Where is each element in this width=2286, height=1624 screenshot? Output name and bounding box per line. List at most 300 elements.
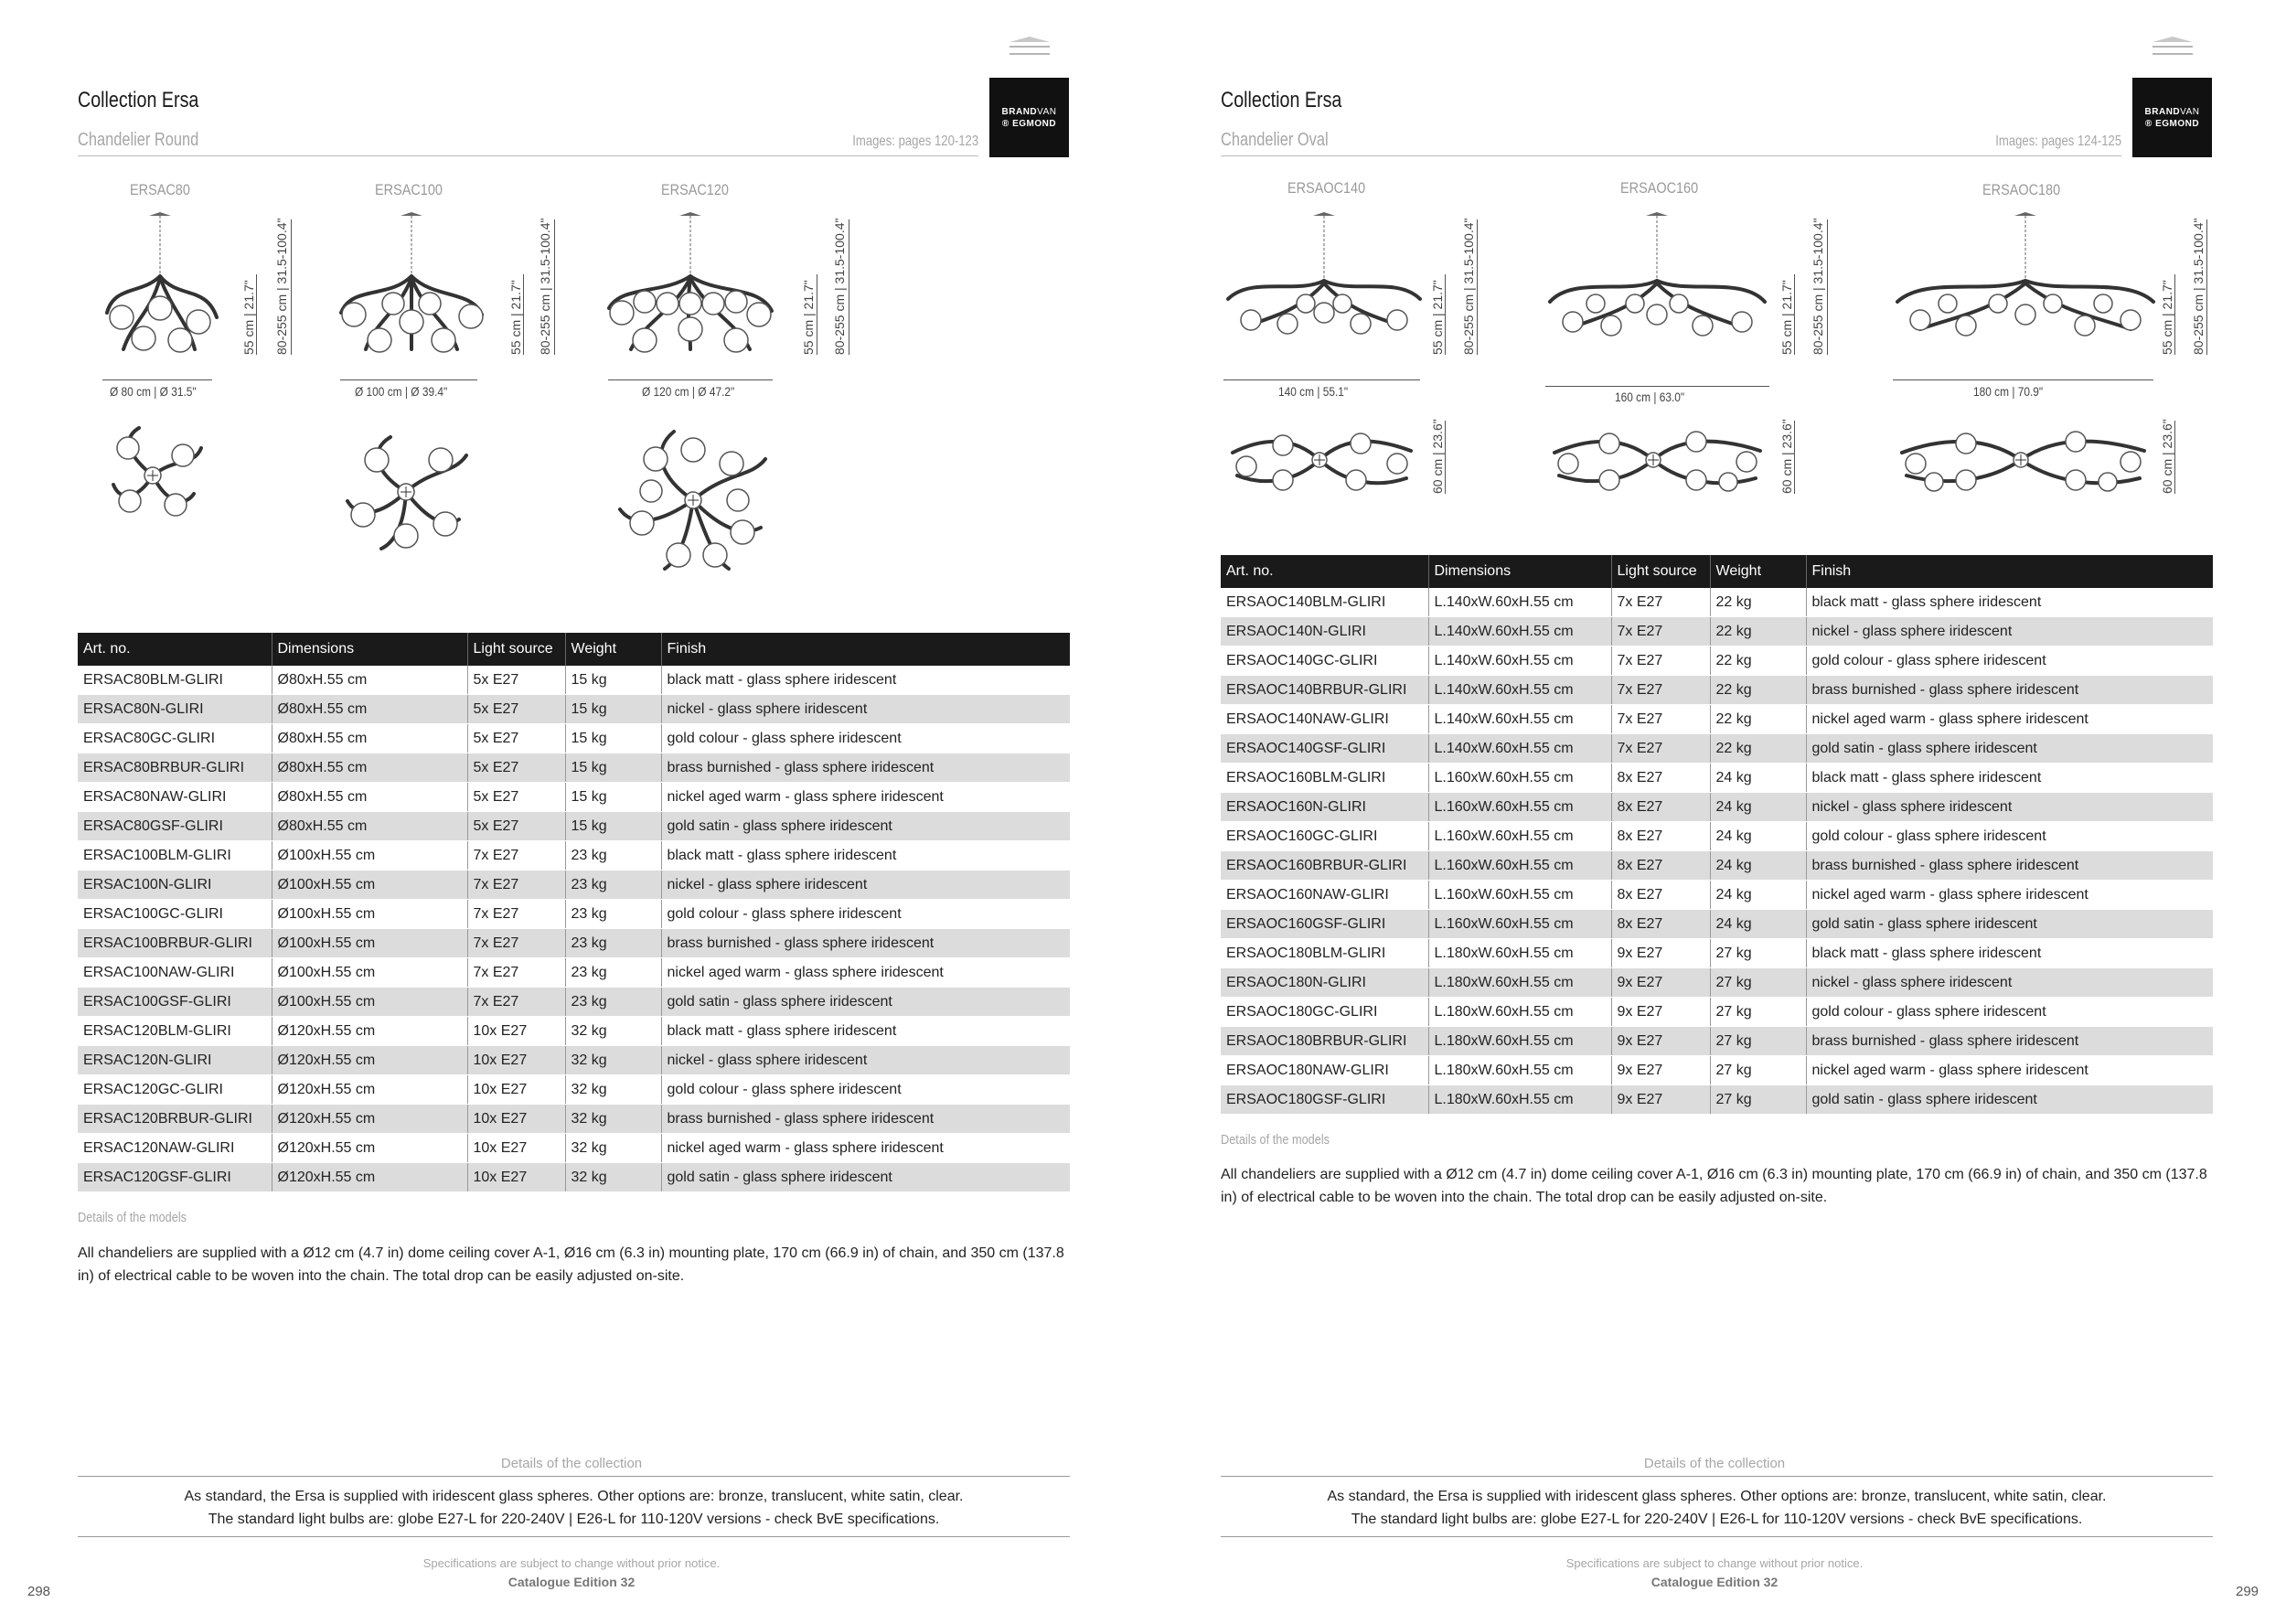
cell-art-no: ERSAC100GC-GLIRI	[78, 900, 272, 929]
table-row	[78, 753, 1070, 783]
diameter-line	[102, 379, 212, 380]
cell-art-no: ERSAOC180BRBUR-GLIRI	[1221, 1027, 1428, 1056]
cell-weight: 23 kg	[565, 988, 661, 1017]
length-line	[1223, 379, 1420, 380]
cell-finish: nickel - glass sphere iridescent	[1806, 793, 2213, 822]
cell-dimensions: L.140xW.60xH.55 cm	[1428, 734, 1611, 764]
catalogue-edition: Catalogue Edition 32	[507, 1575, 636, 1589]
table-row	[78, 1046, 1070, 1075]
height-label: 55 cm | 21.7"	[801, 280, 816, 355]
cell-dimensions: Ø80xH.55 cm	[272, 724, 467, 753]
height-line	[2174, 274, 2175, 355]
width-line	[1794, 421, 1795, 494]
cell-weight: 23 kg	[565, 958, 661, 988]
cell-art-no: ERSAOC180GC-GLIRI	[1221, 998, 1428, 1027]
header-weight: Weight	[1710, 555, 1806, 588]
drop-line	[291, 219, 292, 355]
table-row	[1221, 793, 2213, 822]
width-line	[2174, 421, 2175, 494]
table-row	[1221, 1056, 2213, 1085]
cell-finish: nickel - glass sphere iridescent	[661, 695, 1070, 724]
cell-art-no: ERSAOC140BLM-GLIRI	[1221, 588, 1428, 617]
cell-weight: 24 kg	[1710, 793, 1806, 822]
chandelier-elevation-drawing	[1545, 212, 1769, 368]
collection-divider-bottom	[78, 1536, 1070, 1537]
cell-art-no: ERSAC80GC-GLIRI	[78, 724, 272, 753]
details-collection-heading: Details of the collection	[500, 1456, 643, 1471]
catalogue-edition: Catalogue Edition 32	[1650, 1575, 1779, 1589]
table-row	[1221, 998, 2213, 1027]
cell-finish: nickel - glass sphere iridescent	[661, 871, 1070, 900]
images-reference: Images: pages 120-123	[852, 134, 978, 149]
cell-light-source: 7x E27	[1611, 617, 1710, 646]
model-label-ersaoc160: ERSAOC160	[1620, 179, 1699, 197]
cell-dimensions: Ø100xH.55 cm	[272, 841, 467, 871]
drop-label: 80-255 cm | 31.5-100.4"	[274, 218, 289, 355]
cell-art-no: ERSAOC140NAW-GLIRI	[1221, 705, 1428, 734]
length-label: 160 cm | 63.0"	[1615, 390, 1685, 404]
length-line	[1893, 379, 2153, 380]
cell-art-no: ERSAC120N-GLIRI	[78, 1046, 272, 1075]
cell-finish: black matt - glass sphere iridescent	[1806, 939, 2213, 968]
diameter-line	[340, 379, 477, 380]
cell-finish: nickel - glass sphere iridescent	[1806, 617, 2213, 646]
table-row	[1221, 705, 2213, 734]
height-line	[256, 274, 257, 355]
length-label: 180 cm | 70.9"	[1973, 384, 2044, 399]
cell-weight: 27 kg	[1710, 1085, 1806, 1115]
cell-weight: 24 kg	[1710, 764, 1806, 793]
table-row	[78, 871, 1070, 900]
cell-light-source: 9x E27	[1611, 998, 1710, 1027]
cell-art-no: ERSAC80NAW-GLIRI	[78, 783, 272, 812]
cell-weight: 23 kg	[565, 841, 661, 871]
model-label-ersac80: ERSAC80	[130, 181, 190, 198]
cell-light-source: 8x E27	[1611, 881, 1710, 910]
length-label: 140 cm | 55.1"	[1278, 384, 1349, 399]
table-row	[1221, 617, 2213, 646]
cell-light-source: 9x E27	[1611, 968, 1710, 998]
width-label: 60 cm | 23.6"	[1779, 419, 1794, 494]
menu-icon[interactable]	[2152, 37, 2193, 60]
cell-light-source: 5x E27	[467, 724, 565, 753]
cell-finish: black matt - glass sphere iridescent	[661, 1017, 1070, 1046]
drop-label: 80-255 cm | 31.5-100.4"	[832, 218, 847, 355]
cell-dimensions: Ø100xH.55 cm	[272, 871, 467, 900]
cell-weight: 15 kg	[565, 783, 661, 812]
cell-weight: 32 kg	[565, 1134, 661, 1163]
cell-light-source: 5x E27	[467, 812, 565, 841]
page-subtitle: Chandelier Round	[78, 130, 199, 150]
cell-dimensions: L.180xW.60xH.55 cm	[1428, 1085, 1611, 1115]
page-number: 298	[27, 1584, 51, 1599]
cell-dimensions: L.180xW.60xH.55 cm	[1428, 998, 1611, 1027]
cell-art-no: ERSAOC180NAW-GLIRI	[1221, 1056, 1428, 1085]
cell-art-no: ERSAOC180N-GLIRI	[1221, 968, 1428, 998]
details-models-heading: Details of the models	[78, 1210, 187, 1225]
cell-dimensions: Ø120xH.55 cm	[272, 1017, 467, 1046]
cell-light-source: 8x E27	[1611, 910, 1710, 939]
table-row	[78, 900, 1070, 929]
length-line	[1545, 386, 1769, 387]
header-light-source: Light source	[467, 633, 565, 666]
cell-art-no: ERSAC80BRBUR-GLIRI	[78, 753, 272, 783]
cell-finish: nickel - glass sphere iridescent	[661, 1046, 1070, 1075]
cell-art-no: ERSAC80BLM-GLIRI	[78, 666, 272, 695]
table-row	[1221, 646, 2213, 676]
cell-dimensions: Ø120xH.55 cm	[272, 1163, 467, 1192]
width-label: 60 cm | 23.6"	[2160, 419, 2174, 494]
cell-art-no: ERSAOC140N-GLIRI	[1221, 617, 1428, 646]
height-label: 55 cm | 21.7"	[1430, 280, 1445, 355]
cell-light-source: 10x E27	[467, 1134, 565, 1163]
cell-art-no: ERSAC80N-GLIRI	[78, 695, 272, 724]
cell-weight: 15 kg	[565, 753, 661, 783]
cell-art-no: ERSAC120GC-GLIRI	[78, 1075, 272, 1105]
cell-finish: gold colour - glass sphere iridescent	[1806, 998, 2213, 1027]
cell-light-source: 10x E27	[467, 1075, 565, 1105]
table-row	[1221, 822, 2213, 851]
chandelier-plan-drawing	[1223, 416, 1420, 498]
cell-dimensions: L.180xW.60xH.55 cm	[1428, 1027, 1611, 1056]
cell-finish: gold colour - glass sphere iridescent	[1806, 646, 2213, 676]
cell-weight: 15 kg	[565, 812, 661, 841]
collection-title: Collection Ersa	[1221, 88, 1342, 112]
cell-weight: 22 kg	[1710, 705, 1806, 734]
cell-art-no: ERSAOC160BLM-GLIRI	[1221, 764, 1428, 793]
table-row	[78, 695, 1070, 724]
cell-finish: nickel aged warm - glass sphere iridescent	[661, 1134, 1070, 1163]
page-subtitle: Chandelier Oval	[1221, 130, 1329, 150]
details-collection-heading: Details of the collection	[1643, 1456, 1786, 1471]
cell-light-source: 7x E27	[1611, 676, 1710, 705]
cell-weight: 32 kg	[565, 1075, 661, 1105]
collection-line-1: As standard, the Ersa is supplied with iridescent glass spheres. Other options are: bronze, translucent, white satin, clear.	[184, 1489, 964, 1504]
header-divider	[1221, 155, 2121, 156]
height-line	[523, 274, 524, 355]
details-models-text: All chandeliers are supplied with a Ø12 cm (4.7 in) dome ceiling cover A-1, Ø16 cm (6.3 in) mounting plate, 170 cm (66.9 in) of chain, and 350 cm (137.8 in) of electrical cable to be woven into the chain. The total drop can be easily adjusted on-site.	[1221, 1167, 2207, 1205]
cell-finish: black matt - glass sphere iridescent	[661, 841, 1070, 871]
height-label: 55 cm | 21.7"	[241, 280, 256, 355]
cell-light-source: 9x E27	[1611, 1085, 1710, 1115]
cell-art-no: ERSAC100N-GLIRI	[78, 871, 272, 900]
cell-art-no: ERSAOC180BLM-GLIRI	[1221, 939, 1428, 968]
cell-finish: nickel aged warm - glass sphere iridescent	[661, 783, 1070, 812]
table-row	[1221, 1085, 2213, 1115]
cell-art-no: ERSAC120BLM-GLIRI	[78, 1017, 272, 1046]
cell-finish: gold satin - glass sphere iridescent	[661, 1163, 1070, 1192]
cell-weight: 27 kg	[1710, 998, 1806, 1027]
cell-weight: 22 kg	[1710, 617, 1806, 646]
cell-art-no: ERSAC120GSF-GLIRI	[78, 1163, 272, 1192]
cell-dimensions: Ø80xH.55 cm	[272, 783, 467, 812]
table-row	[78, 724, 1070, 753]
cell-finish: brass burnished - glass sphere iridescent	[661, 1105, 1070, 1134]
cell-art-no: ERSAC100NAW-GLIRI	[78, 958, 272, 988]
cell-weight: 15 kg	[565, 724, 661, 753]
cell-finish: black matt - glass sphere iridescent	[661, 666, 1070, 695]
model-label-ersac120: ERSAC120	[661, 181, 729, 198]
cell-dimensions: Ø100xH.55 cm	[272, 929, 467, 958]
cell-finish: gold satin - glass sphere iridescent	[1806, 734, 2213, 764]
cell-art-no: ERSAOC160GSF-GLIRI	[1221, 910, 1428, 939]
cell-finish: gold satin - glass sphere iridescent	[661, 988, 1070, 1017]
cell-light-source: 8x E27	[1611, 793, 1710, 822]
height-label: 55 cm | 21.7"	[508, 280, 523, 355]
cell-art-no: ERSAOC160BRBUR-GLIRI	[1221, 851, 1428, 881]
cell-light-source: 8x E27	[1611, 764, 1710, 793]
width-line	[1445, 421, 1446, 494]
table-row	[78, 929, 1070, 958]
cell-light-source: 7x E27	[1611, 734, 1710, 764]
cell-light-source: 10x E27	[467, 1046, 565, 1075]
cell-dimensions: L.180xW.60xH.55 cm	[1428, 968, 1611, 998]
right-page	[1143, 0, 2286, 1624]
cell-light-source: 5x E27	[467, 783, 565, 812]
cell-weight: 27 kg	[1710, 1056, 1806, 1085]
table-row	[1221, 734, 2213, 764]
cell-art-no: ERSAC120NAW-GLIRI	[78, 1134, 272, 1163]
cell-finish: nickel aged warm - glass sphere iridescent	[1806, 705, 2213, 734]
diameter-label: Ø 100 cm | Ø 39.4"	[355, 384, 448, 399]
drop-line	[1477, 219, 1478, 355]
cell-weight: 27 kg	[1710, 939, 1806, 968]
diameter-line	[608, 379, 773, 380]
menu-icon[interactable]	[1009, 37, 1050, 60]
cell-light-source: 7x E27	[1611, 588, 1710, 617]
cell-dimensions: Ø80xH.55 cm	[272, 695, 467, 724]
cell-light-source: 7x E27	[467, 958, 565, 988]
cell-dimensions: L.160xW.60xH.55 cm	[1428, 822, 1611, 851]
cell-light-source: 9x E27	[1611, 1056, 1710, 1085]
cell-finish: nickel aged warm - glass sphere iridescent	[661, 958, 1070, 988]
cell-dimensions: L.140xW.60xH.55 cm	[1428, 676, 1611, 705]
cell-weight: 23 kg	[565, 871, 661, 900]
cell-weight: 22 kg	[1710, 646, 1806, 676]
cell-art-no: ERSAC80GSF-GLIRI	[78, 812, 272, 841]
chandelier-elevation-drawing	[1223, 212, 1425, 368]
chandelier-elevation-drawing	[96, 212, 224, 377]
chandelier-elevation-drawing	[604, 212, 777, 377]
cell-light-source: 7x E27	[467, 929, 565, 958]
diameter-label: Ø 120 cm | Ø 47.2"	[642, 384, 735, 399]
cell-light-source: 7x E27	[467, 871, 565, 900]
model-label-ersac100: ERSAC100	[375, 181, 443, 198]
spec-notice: Specifications are subject to change without prior notice.	[422, 1556, 721, 1570]
width-label: 60 cm | 23.6"	[1430, 419, 1445, 494]
spec-notice: Specifications are subject to change without prior notice.	[1565, 1556, 1864, 1570]
table-row	[78, 1163, 1070, 1192]
drop-line	[554, 219, 555, 355]
cell-dimensions: Ø80xH.55 cm	[272, 812, 467, 841]
collection-divider-top	[78, 1476, 1070, 1477]
cell-finish: gold colour - glass sphere iridescent	[661, 724, 1070, 753]
cell-weight: 23 kg	[565, 900, 661, 929]
cell-finish: black matt - glass sphere iridescent	[1806, 588, 2213, 617]
table-row	[1221, 910, 2213, 939]
cell-dimensions: Ø120xH.55 cm	[272, 1075, 467, 1105]
height-line	[1445, 274, 1446, 355]
cell-art-no: ERSAC100BLM-GLIRI	[78, 841, 272, 871]
cell-dimensions: Ø100xH.55 cm	[272, 900, 467, 929]
header-weight: Weight	[565, 633, 661, 666]
drop-line	[1827, 219, 1828, 355]
cell-dimensions: L.160xW.60xH.55 cm	[1428, 881, 1611, 910]
header-light-source: Light source	[1611, 555, 1710, 588]
table-row	[1221, 968, 2213, 998]
brand-logo: BRANDVAN ® EGMOND	[2132, 78, 2212, 157]
cell-light-source: 7x E27	[467, 900, 565, 929]
table-row	[1221, 1027, 2213, 1056]
table-row	[78, 812, 1070, 841]
brand-logo: BRANDVAN ® EGMOND	[989, 78, 1069, 157]
cell-weight: 27 kg	[1710, 968, 1806, 998]
details-models-text: All chandeliers are supplied with a Ø12 cm (4.7 in) dome ceiling cover A-1, Ø16 cm (6.3 in) mounting plate, 170 cm (66.9 in) of chain, and 350 cm (137.8 in) of electrical cable to be woven into the chain. The total drop can be easily adjusted on-site.	[78, 1245, 1064, 1284]
cell-finish: brass burnished - glass sphere iridescent	[661, 929, 1070, 958]
cell-finish: gold colour - glass sphere iridescent	[1806, 822, 2213, 851]
cell-art-no: ERSAC120BRBUR-GLIRI	[78, 1105, 272, 1134]
images-reference: Images: pages 124-125	[1995, 134, 2121, 149]
cell-art-no: ERSAOC140GC-GLIRI	[1221, 646, 1428, 676]
chandelier-plan-drawing	[340, 428, 473, 556]
table-row	[78, 783, 1070, 812]
table-row	[1221, 939, 2213, 968]
cell-dimensions: L.140xW.60xH.55 cm	[1428, 705, 1611, 734]
cell-dimensions: Ø100xH.55 cm	[272, 988, 467, 1017]
cell-light-source: 10x E27	[467, 1105, 565, 1134]
cell-dimensions: L.140xW.60xH.55 cm	[1428, 617, 1611, 646]
cell-light-source: 7x E27	[1611, 646, 1710, 676]
chandelier-plan-drawing	[1893, 416, 2153, 498]
table-row	[78, 1017, 1070, 1046]
chandelier-plan-drawing	[102, 421, 208, 530]
cell-art-no: ERSAOC180GSF-GLIRI	[1221, 1085, 1428, 1115]
model-label-ersaoc140: ERSAOC140	[1287, 179, 1366, 197]
cell-light-source: 7x E27	[467, 988, 565, 1017]
table-header-row	[78, 633, 1070, 666]
table-row	[78, 958, 1070, 988]
collection-divider-bottom	[1221, 1536, 2213, 1537]
cell-finish: brass burnished - glass sphere iridescent	[1806, 1027, 2213, 1056]
cell-finish: gold colour - glass sphere iridescent	[661, 900, 1070, 929]
collection-line-2: The standard light bulbs are: globe E27-L for 220-240V | E26-L for 110-120V versions - check BvE specifications.	[1351, 1512, 2083, 1527]
drop-label: 80-255 cm | 31.5-100.4"	[1461, 218, 1476, 355]
table-row	[1221, 764, 2213, 793]
cell-dimensions: Ø120xH.55 cm	[272, 1134, 467, 1163]
cell-weight: 23 kg	[565, 929, 661, 958]
header-art-no: Art. no.	[1221, 555, 1428, 588]
cell-dimensions: L.180xW.60xH.55 cm	[1428, 1056, 1611, 1085]
header-art-no: Art. no.	[78, 633, 272, 666]
cell-weight: 24 kg	[1710, 822, 1806, 851]
cell-finish: brass burnished - glass sphere iridescent	[1806, 851, 2213, 881]
cell-finish: brass burnished - glass sphere iridescent	[1806, 676, 2213, 705]
header-dimensions: Dimensions	[272, 633, 467, 666]
cell-weight: 27 kg	[1710, 1027, 1806, 1056]
cell-light-source: 7x E27	[467, 841, 565, 871]
cell-dimensions: L.180xW.60xH.55 cm	[1428, 939, 1611, 968]
height-label: 55 cm | 21.7"	[2160, 280, 2174, 355]
details-models-heading: Details of the models	[1221, 1132, 1330, 1148]
table-row	[78, 666, 1070, 695]
drop-label: 80-255 cm | 31.5-100.4"	[1811, 218, 1825, 355]
cell-weight: 24 kg	[1710, 881, 1806, 910]
cell-light-source: 7x E27	[1611, 705, 1710, 734]
cell-art-no: ERSAOC160NAW-GLIRI	[1221, 881, 1428, 910]
cell-weight: 22 kg	[1710, 676, 1806, 705]
cell-dimensions: L.160xW.60xH.55 cm	[1428, 910, 1611, 939]
cell-art-no: ERSAOC140GSF-GLIRI	[1221, 734, 1428, 764]
spec-table-oval	[1221, 555, 2213, 1115]
cell-light-source: 10x E27	[467, 1163, 565, 1192]
cell-finish: gold satin - glass sphere iridescent	[1806, 910, 2213, 939]
cell-dimensions: Ø100xH.55 cm	[272, 958, 467, 988]
table-row	[78, 841, 1070, 871]
collection-line-2: The standard light bulbs are: globe E27-L for 220-240V | E26-L for 110-120V versions - check BvE specifications.	[208, 1512, 940, 1527]
cell-light-source: 5x E27	[467, 695, 565, 724]
cell-finish: nickel aged warm - glass sphere iridescent	[1806, 1056, 2213, 1085]
height-label: 55 cm | 21.7"	[1779, 280, 1794, 355]
cell-dimensions: Ø80xH.55 cm	[272, 666, 467, 695]
table-row	[1221, 676, 2213, 705]
height-line	[1794, 274, 1795, 355]
drop-label: 80-255 cm | 31.5-100.4"	[2191, 218, 2206, 355]
cell-dimensions: L.160xW.60xH.55 cm	[1428, 793, 1611, 822]
table-row	[78, 1075, 1070, 1105]
cell-light-source: 9x E27	[1611, 1027, 1710, 1056]
cell-light-source: 5x E27	[467, 666, 565, 695]
cell-finish: gold colour - glass sphere iridescent	[661, 1075, 1070, 1105]
cell-weight: 22 kg	[1710, 588, 1806, 617]
collection-divider-top	[1221, 1476, 2213, 1477]
cell-finish: gold satin - glass sphere iridescent	[1806, 1085, 2213, 1115]
header-divider	[78, 155, 978, 156]
header-finish: Finish	[661, 633, 1070, 666]
cell-light-source: 10x E27	[467, 1017, 565, 1046]
cell-art-no: ERSAC100GSF-GLIRI	[78, 988, 272, 1017]
chandelier-plan-drawing	[614, 422, 772, 578]
cell-weight: 32 kg	[565, 1017, 661, 1046]
cell-weight: 22 kg	[1710, 734, 1806, 764]
table-row	[78, 1134, 1070, 1163]
cell-weight: 32 kg	[565, 1046, 661, 1075]
cell-weight: 24 kg	[1710, 910, 1806, 939]
header-dimensions: Dimensions	[1428, 555, 1611, 588]
cell-light-source: 8x E27	[1611, 851, 1710, 881]
table-header-row	[1221, 555, 2213, 588]
cell-art-no: ERSAOC140BRBUR-GLIRI	[1221, 676, 1428, 705]
page-number: 299	[2236, 1584, 2259, 1599]
cell-light-source: 9x E27	[1611, 939, 1710, 968]
cell-art-no: ERSAC100BRBUR-GLIRI	[78, 929, 272, 958]
drop-line	[2206, 219, 2207, 355]
cell-weight: 32 kg	[565, 1105, 661, 1134]
table-row	[1221, 881, 2213, 910]
cell-weight: 15 kg	[565, 695, 661, 724]
table-row	[78, 1105, 1070, 1134]
cell-finish: brass burnished - glass sphere iridescent	[661, 753, 1070, 783]
collection-title: Collection Ersa	[78, 88, 199, 112]
cell-art-no: ERSAOC160N-GLIRI	[1221, 793, 1428, 822]
spec-table-round	[78, 633, 1070, 1192]
header-finish: Finish	[1806, 555, 2213, 588]
cell-light-source: 8x E27	[1611, 822, 1710, 851]
cell-light-source: 5x E27	[467, 753, 565, 783]
cell-dimensions: Ø80xH.55 cm	[272, 753, 467, 783]
drop-label: 80-255 cm | 31.5-100.4"	[538, 218, 552, 355]
details-collection-text	[78, 1485, 1070, 1531]
cell-finish: gold satin - glass sphere iridescent	[661, 812, 1070, 841]
